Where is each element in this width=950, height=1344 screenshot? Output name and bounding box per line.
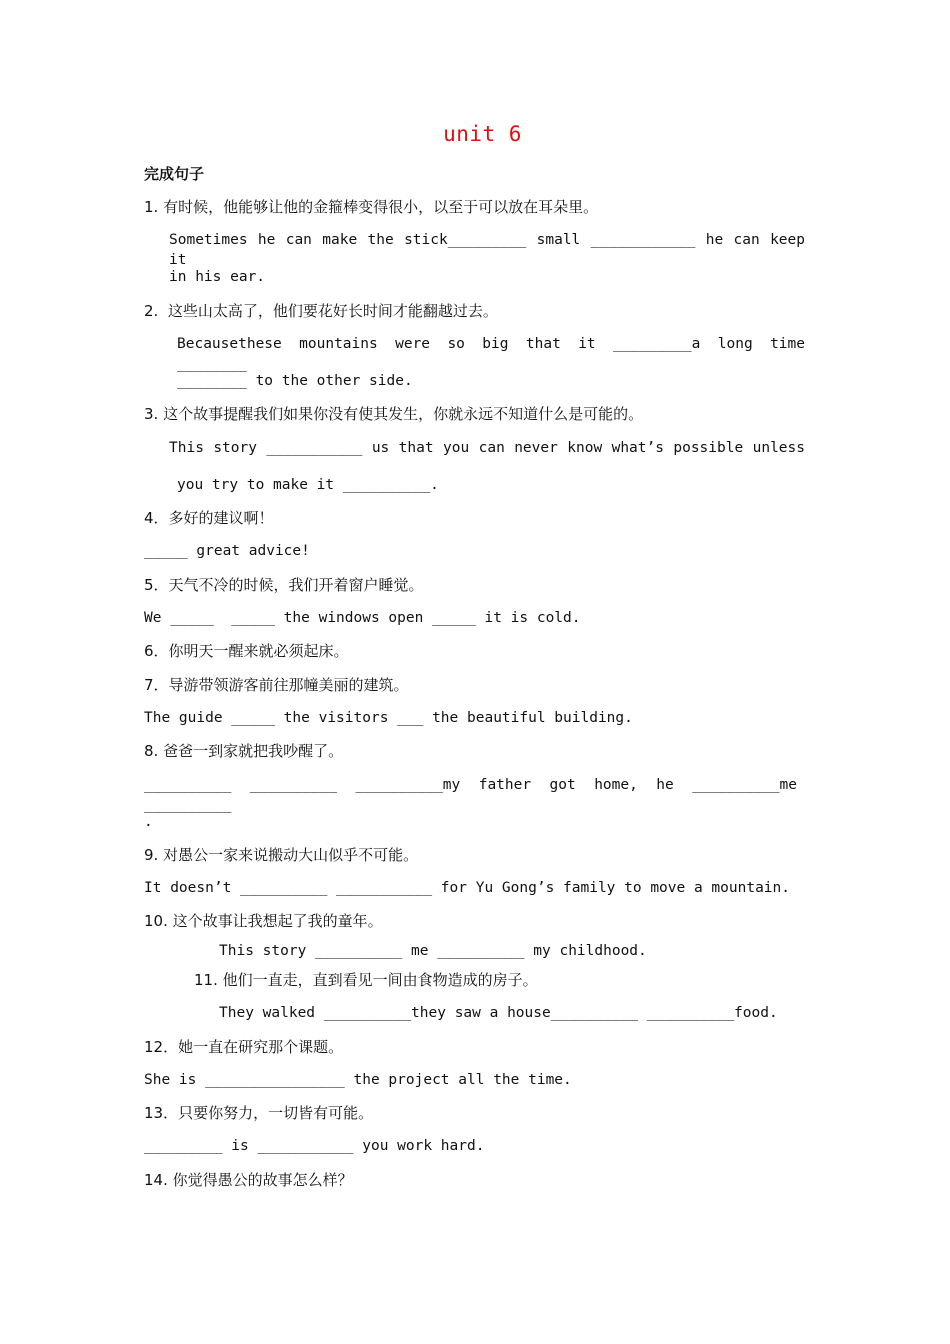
question-4-chinese: 4．多好的建议啊！: [144, 509, 274, 527]
question-12-english: She is ________________ the project all the time.: [144, 1072, 572, 1088]
question-2-english: Becausethese mountains were so big that it _________a long time ________: [177, 336, 805, 372]
question-6-chinese: 6．你明天一醒来就必须起床。: [144, 642, 349, 660]
question-10-english: This story __________ me __________ my childhood.: [219, 943, 647, 959]
question-13-chinese: 13．只要你努力，一切皆有可能。: [144, 1104, 374, 1122]
question-8-english-cont: .: [144, 814, 153, 830]
question-7-english: The guide _____ the visitors ___ the beautiful building.: [144, 710, 633, 726]
page-title: unit 6: [443, 122, 522, 146]
question-9-english: It doesn’t __________ ___________ for Yu Gong’s family to move a mountain.: [144, 880, 791, 896]
question-11-english: They walked __________they saw a house__________ __________food.: [219, 1005, 778, 1021]
question-5-chinese: 5．天气不冷的时候，我们开着窗户睡觉。: [144, 576, 424, 594]
question-11-chinese: 11. 他们一直走，直到看见一间由食物造成的房子。: [194, 971, 538, 989]
question-2-english-cont: ________ to the other side.: [177, 373, 413, 389]
section-heading: 完成句子: [144, 165, 205, 183]
question-1-english-cont: in his ear.: [169, 269, 266, 285]
question-12-chinese: 12．她一直在研究那个课题。: [144, 1038, 344, 1056]
question-4-english: _____ great advice!: [144, 543, 310, 559]
question-9-chinese: 9. 对愚公一家来说搬动大山似乎不可能。: [144, 846, 419, 864]
question-14-chinese: 14. 你觉得愚公的故事怎么样？: [144, 1171, 353, 1189]
question-10-chinese: 10. 这个故事让我想起了我的童年。: [144, 912, 383, 930]
question-1-english: Sometimes he can make the stick_________ small ____________ he can keep it: [169, 232, 805, 268]
question-8-chinese: 8. 爸爸一到家就把我吵醒了。: [144, 742, 344, 760]
question-1-chinese: 1. 有时候，他能够让他的金箍棒变得很小，以至于可以放在耳朵里。: [144, 198, 599, 216]
question-2-chinese: 2. 这些山太高了，他们要花好长时间才能翻越过去。: [144, 302, 498, 320]
question-3-english: This story ___________ us that you can never know what’s possible unless: [169, 440, 805, 456]
question-5-english: We _____ _____ the windows open _____ it is cold.: [144, 610, 581, 626]
question-3-chinese: 3. 这个故事提醒我们如果你没有使其发生，你就永远不知道什么是可能的。: [144, 405, 644, 423]
question-3-english-cont: you try to make it __________.: [177, 477, 439, 493]
question-7-chinese: 7．导游带领游客前往那幢美丽的建筑。: [144, 676, 409, 694]
question-8-english: __________ __________ __________my father got home, he __________me __________: [144, 777, 797, 813]
question-13-english: _________ is ___________ you work hard.: [144, 1138, 485, 1154]
